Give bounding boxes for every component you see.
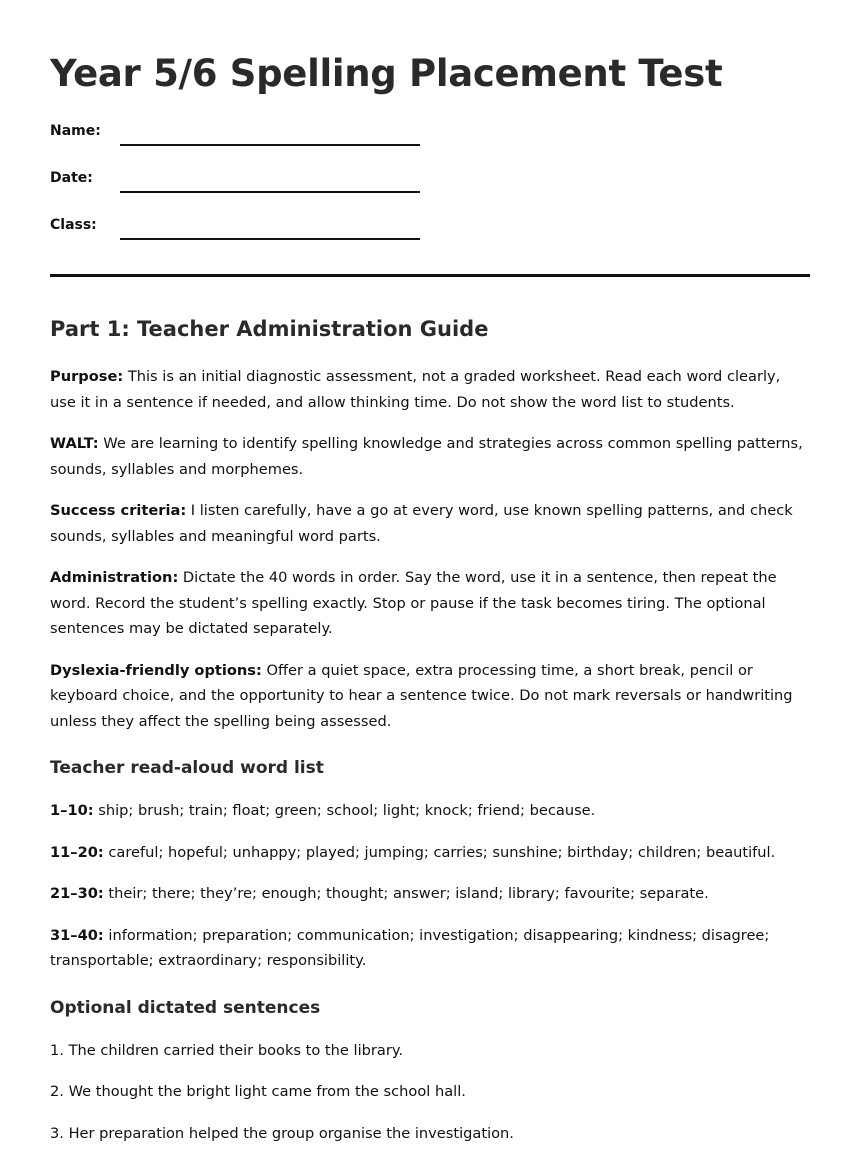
paragraph-label: Success criteria:	[50, 502, 187, 519]
paragraph-text: We are learning to identify spelling knowledge and strategies across common spelling patterns, sounds, syllables and morphemes.	[50, 435, 803, 478]
name-label: Name:	[50, 123, 101, 139]
word-group-words: ship; brush; train; float; green; school; light; knock; friend; because.	[93, 802, 596, 819]
dictated-sentence: 2. We thought the bright light came from the school hall.	[50, 1083, 466, 1100]
class-label: Class:	[50, 217, 97, 233]
paragraph-label: WALT:	[50, 435, 99, 452]
dictated-sentence: 3. Her preparation helped the group organise the investigation.	[50, 1124, 514, 1142]
word-group	[50, 798, 810, 824]
paragraph-text: Dictate the 40 words in order. Say the word, use it in a sentence, then repeat the word. Record the student’s spelling exactly. Stop or pause if the task becomes tiring. The optional sentences may be dictated separately.	[50, 569, 777, 637]
success-criteria-paragraph	[50, 498, 810, 549]
name-line	[120, 144, 420, 146]
word-group	[50, 881, 810, 907]
dictated-sentence: 1. The children carried their books to the library.	[50, 1041, 404, 1059]
word-group-range: 31–40:	[50, 926, 104, 944]
paragraph-text: This is an initial diagnostic assessment, not a graded worksheet. Read each word clearly, use it in a sentence if needed, and allow thinking time. Do not show the word list to students.	[50, 368, 781, 411]
wordlist-heading: Teacher read-aloud word list	[50, 758, 324, 778]
paragraph-text: Offer a quiet space, extra processing time, a short break, pencil or keyboard choice, and the opportunity to hear a sentence twice. Do not mark reversals or handwriting unless they affect the spelling being assessed.	[50, 661, 793, 730]
word-group-words: information; preparation; communication; investigation; disappearing; kindness; disagree; transportable; extraordinary; responsibility.	[50, 926, 770, 969]
word-group-words: careful; hopeful; unhappy; played; jumping; carries; sunshine; birthday; children; beautiful.	[103, 843, 776, 861]
paragraph-label: Administration:	[50, 569, 179, 586]
paragraph-label: Dyslexia-friendly options:	[50, 661, 262, 679]
word-group	[50, 840, 810, 866]
section-divider	[50, 274, 810, 277]
class-line	[120, 238, 420, 240]
name-field	[50, 122, 420, 152]
part1-heading: Part 1: Teacher Administration Guide	[50, 317, 489, 341]
class-field	[50, 216, 420, 246]
paragraph-text: I listen carefully, have a go at every word, use known spelling patterns, and check sounds, syllables and meaningful word parts.	[50, 502, 793, 545]
date-field	[50, 169, 420, 199]
word-group-range: 11–20:	[50, 843, 104, 861]
date-label: Date:	[50, 170, 93, 186]
main-content	[50, 314, 810, 1162]
word-group-range: 21–30:	[50, 885, 104, 902]
date-line	[120, 191, 420, 193]
paragraph-label: Purpose:	[50, 368, 124, 385]
sentences-heading: Optional dictated sentences	[50, 997, 321, 1018]
walt-paragraph	[50, 431, 810, 482]
word-group-words: their; there; they’re; enough; thought; answer; island; library; favourite; separate.	[103, 885, 709, 902]
administration-paragraph	[50, 565, 810, 642]
page-title: Year 5/6 Spelling Placement Test	[50, 52, 723, 95]
dyslexia-options-paragraph	[50, 658, 810, 735]
word-group-range: 1–10:	[50, 802, 94, 819]
purpose-paragraph	[50, 364, 810, 415]
word-group	[50, 923, 810, 974]
